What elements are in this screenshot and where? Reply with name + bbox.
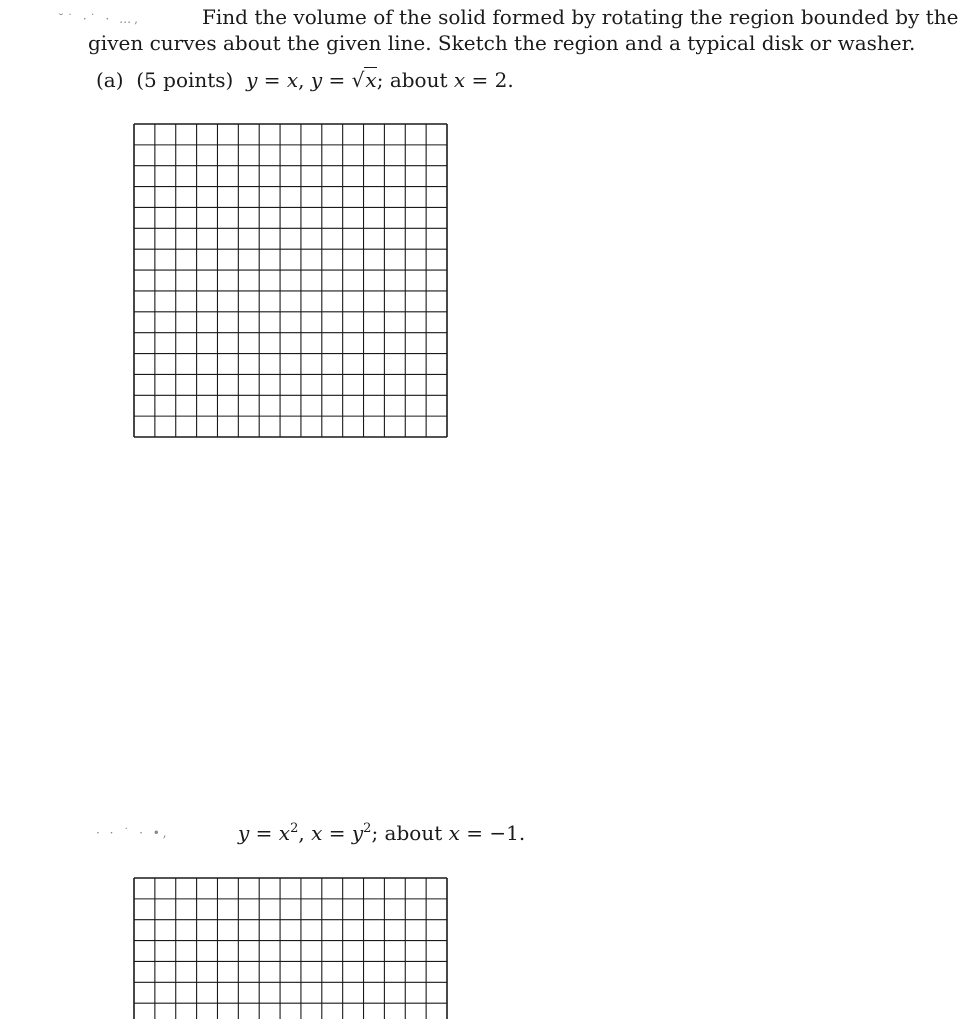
part-b-eq1-base: x [278,821,291,845]
faint-prefix-mark: ˘˙ ·˙ · …, [58,12,141,26]
graph-paper-grid-b[interactable] [133,877,448,1019]
part-a-about: about [389,68,448,92]
part-a-eq1-rhs: x [286,68,299,92]
graph-paper-grid-a[interactable] [133,123,448,438]
part-a-eq2-lhs: y [310,68,323,92]
part-b-faint-prefix: · · ˙ · •, [96,826,170,840]
part-a-axis-value: 2. [494,68,514,92]
problem-intro-line-2: given curves about the given line. Sketch the region and a typical disk or washer. [88,31,916,55]
part-b-statement: $y = x^2$, $x = y^2$; about x = −1. [238,821,526,845]
part-b-eq1-lhs: y [238,821,250,845]
sqrt-symbol: √x [351,68,377,92]
part-a-axis-var: x [453,68,466,92]
part-b-eq2-base: y [351,821,364,845]
part-b-about: about [384,821,443,845]
part-b-eq2-exp: 2 [363,821,372,836]
part-b-axis-value: −1. [489,821,526,845]
part-a-eq1-lhs: y [246,68,258,92]
part-b-eq2-lhs: x [311,821,323,845]
part-b-eq1-exp: 2 [290,821,299,836]
part-a-label: (a) [96,68,124,92]
part-a-points: (5 points) [136,68,234,92]
part-b-axis-var: x [448,821,460,845]
part-a-statement: (a) (5 points) y = x, y = √x; about x = 2. [96,68,514,92]
grid-b-svg [133,877,448,1019]
part-a-eq2-radicand: x [365,68,377,92]
grid-a-svg [133,123,448,438]
problem-intro-line-1: Find the volume of the solid formed by rotating the region bounded by the [202,5,959,29]
